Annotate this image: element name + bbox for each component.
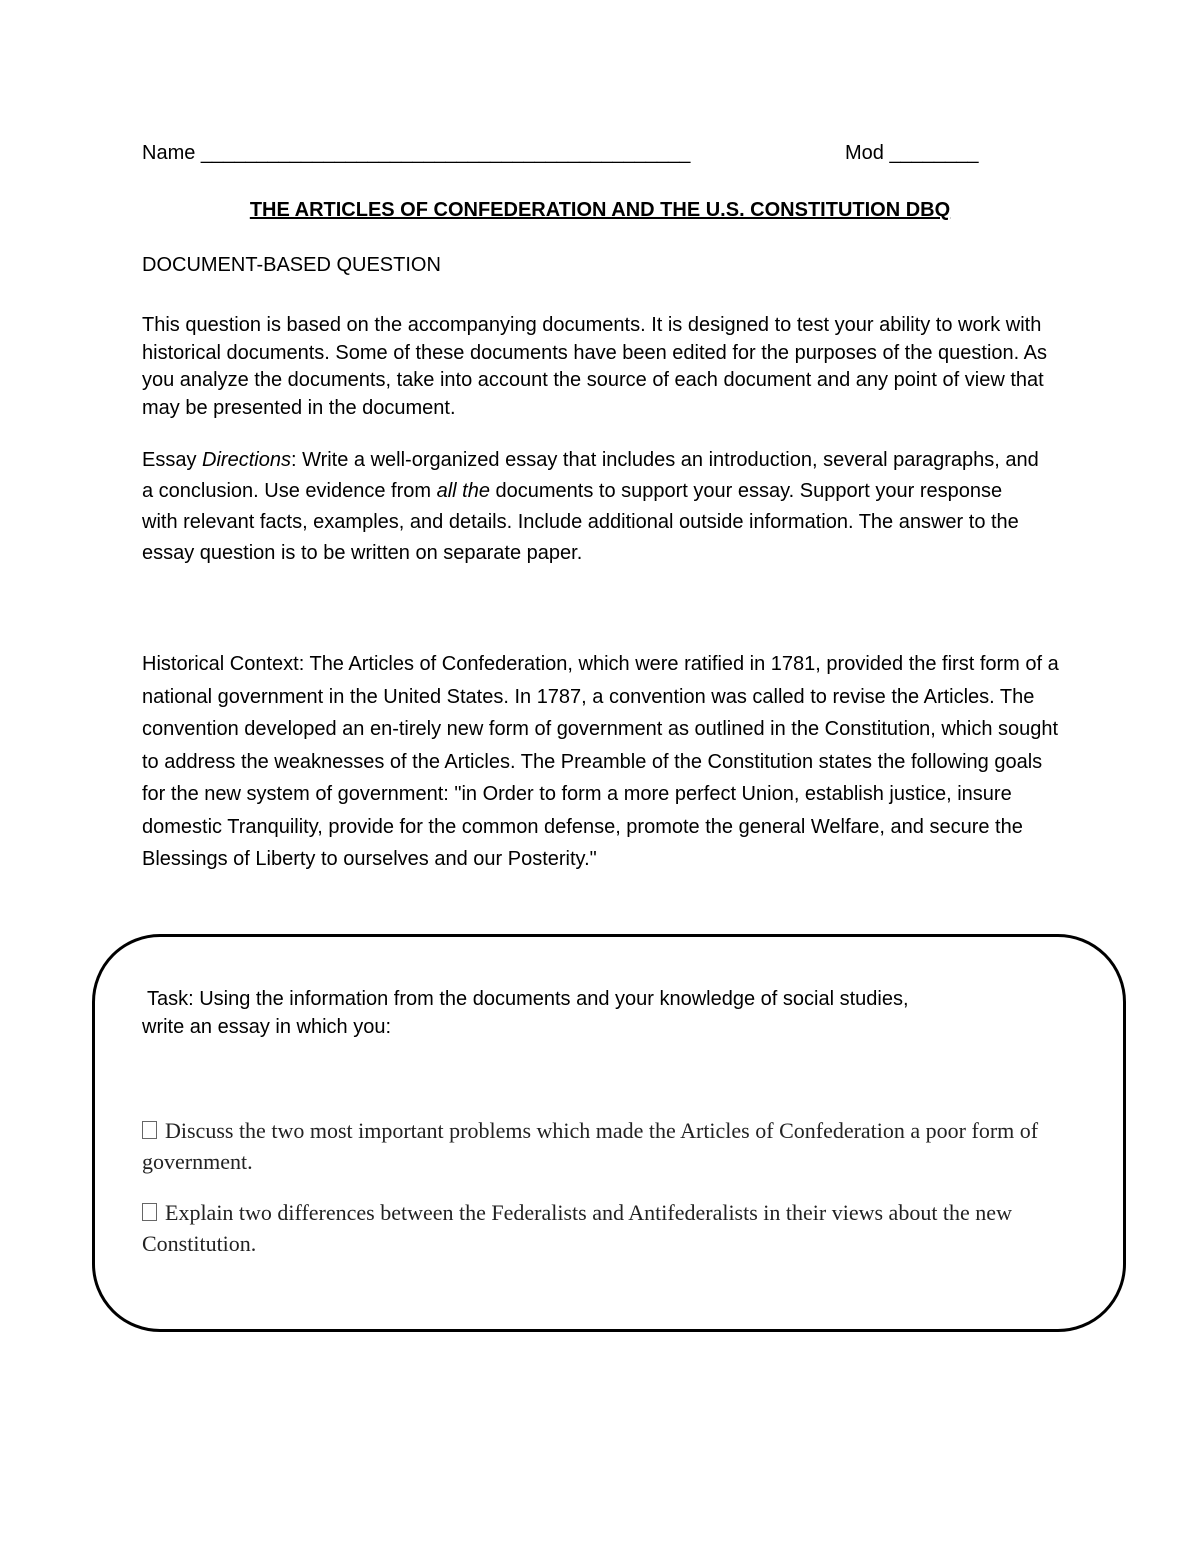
task-bullet-item <box>142 1197 1042 1259</box>
directions-label: Directions <box>202 449 291 471</box>
page-title: THE ARTICLES OF CONFEDERATION AND THE U.S. CONSTITUTION DBQ <box>249 199 951 221</box>
essay-directions-paragraph <box>142 445 1042 569</box>
task-bullet-item <box>142 1115 1042 1177</box>
name-line <box>142 142 1002 165</box>
essay-text-part2: documents to support your essay. Support your response with relevant facts, examples, and details. Include additional outside information. The answer to the essay question is to be written on separate paper. <box>142 480 1019 564</box>
task-bullet-text: Discuss the two most important problems which made the Articles of Confederation a poor form of government. <box>142 1118 1039 1174</box>
checkbox-square-icon <box>142 1121 157 1139</box>
task-bullet-text: Explain two differences between the Federalists and Antifederalists in their views about the new Constitution. <box>142 1200 1012 1256</box>
task-bullet-list <box>142 1115 1042 1279</box>
historical-context-paragraph: Historical Context: The Articles of Confederation, which were ratified in 1781, provided the first form of a national government in the United States. In 1787, a convention was called to revise the Articles. The convention developed an en-tirely new form of government as outlined in the Constitution, which sought to address the weaknesses of the Articles. The Preamble of the Constitution states the following goals for the new system of government: "in Order to form a more perfect Union, establish justice, insure domestic Tranquility, provide for the common defense, promote the general Welfare, and secure the Blessings of Liberty to ourselves and our Posterity." <box>142 653 1059 870</box>
task-instructions <box>142 985 1002 1041</box>
all-the-emphasis: all the <box>436 480 490 502</box>
checkbox-square-icon <box>142 1203 157 1221</box>
task-line-1: Task: Using the information from the documents and your knowledge of social studies, <box>147 988 909 1010</box>
essay-text-part1: : Write a well-organized essay that includes an introduction, several paragraphs, and a conclusion. Use evidence from <box>142 449 1039 502</box>
section-subhead: DOCUMENT-BASED QUESTION <box>142 254 441 276</box>
task-line-2: write an essay in which you: <box>142 1016 392 1038</box>
name-field-label: Name ____________________________________________ <box>142 142 691 164</box>
essay-label: Essay <box>142 449 203 471</box>
mod-field-label: Mod ________ <box>845 142 979 164</box>
intro-paragraph: This question is based on the accompanying documents. It is designed to test your ability to work with historical documents. Some of these documents have been edited for the purposes of the question. As you analyze the documents, take into account the source of each document and any point of view that may be presented in the document. <box>142 314 1047 419</box>
